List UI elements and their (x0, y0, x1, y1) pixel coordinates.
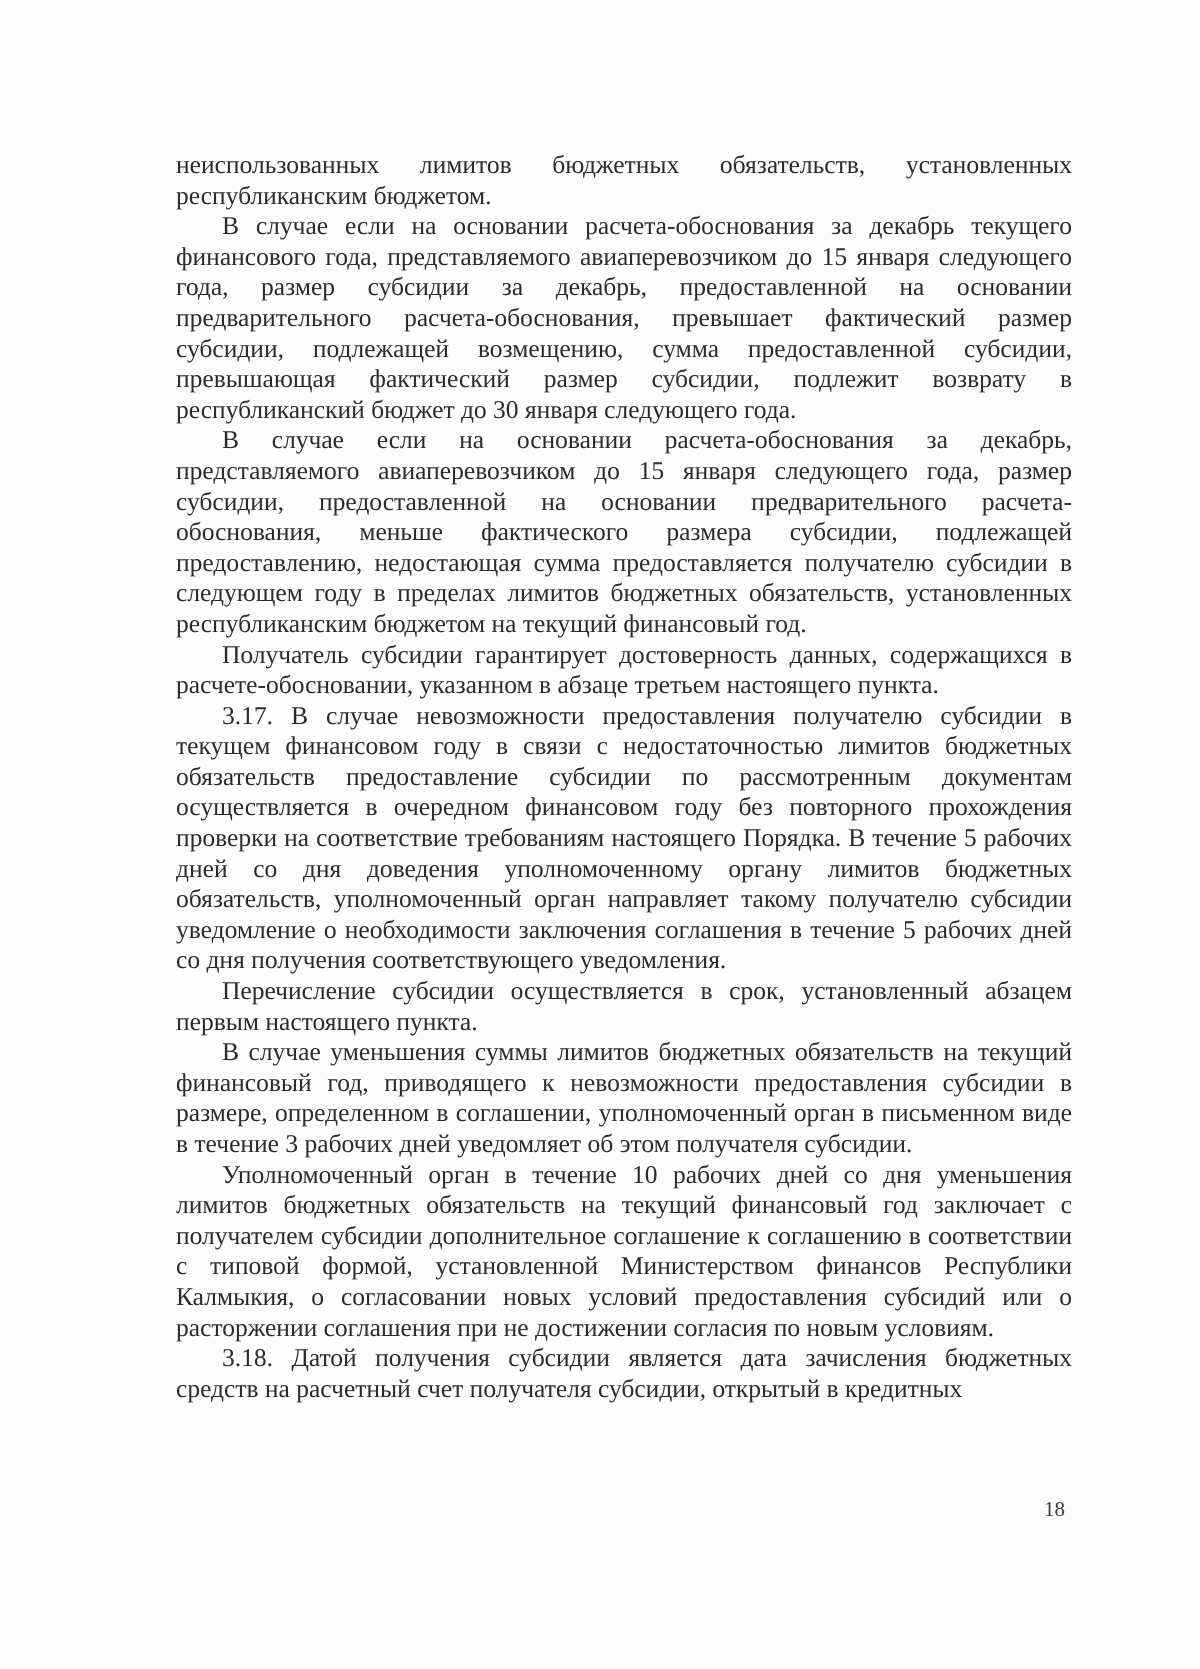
paragraph-1: неиспользованных лимитов бюджетных обязательств, установленных республиканским бюджетом. (176, 150, 1072, 210)
paragraph-3-17: 3.17. В случае невозможности предоставления получателю субсидии в текущем финансовом году в связи с недостаточностью лимитов бюджетных обязательств предоставление субсидии по рассмотренным документам осуществляется в очередном финансовом году без повторного прохождения проверки на соответствие требованиям настоящего Порядка. В течение 5 рабочих дней со дня доведения уполномоченному органу лимитов бюджетных обязательств, уполномоченный орган направляет такому получателю субсидии уведомление о необходимости заключения соглашения в течение 5 рабочих дней со дня получения соответствующего уведомления. (176, 700, 1072, 975)
paragraph-7: В случае уменьшения суммы лимитов бюджетных обязательств на текущий финансовый год, приводящего к невозможности предоставления субсидии в размере, определенном в соглашении, уполномоченный орган в письменном виде в течение 3 рабочих дней уведомляет об этом получателя субсидии. (176, 1037, 1072, 1158)
paragraph-3: В случае если на основании расчета-обоснования за декабрь, представляемого авиаперевозчиком до 15 января следующего года, размер субсидии, предоставленной на основании предварительного расчета-обоснования, меньше фактического размера субсидии, подлежащей предоставлению, недостающая сумма предоставляется получателю субсидии в следующем году в пределах лимитов бюджетных обязательств, установленных республиканским бюджетом на текущий финансовый год. (176, 425, 1072, 638)
paragraph-2: В случае если на основании расчета-обоснования за декабрь текущего финансового года, представляемого авиаперевозчиком до 15 января следующего года, размер субсидии за декабрь, предоставленной на основании предварительного расчета-обоснования, превышает фактический размер субсидии, подлежащей возмещению, сумма предоставленной субсидии, превышающая фактический размер субсидии, подлежит возврату в республиканский бюджет до 30 января следующего года. (176, 211, 1072, 424)
paragraph-6: Перечисление субсидии осуществляется в срок, установленный абзацем первым настоящего пункта. (176, 976, 1072, 1036)
paragraph-4: Получатель субсидии гарантирует достоверность данных, содержащихся в расчете-обосновании, указанном в абзаце третьем настоящего пункта. (176, 639, 1072, 700)
paragraph-3-18: 3.18. Датой получения субсидии является дата зачисления бюджетных средств на расчетный счет получателя субсидии, открытый в кредитных (176, 1343, 1072, 1403)
page-number: 18 (1044, 1497, 1065, 1521)
paragraph-8: Уполномоченный орган в течение 10 рабочих дней со дня уменьшения лимитов бюджетных обязательств на текущий финансовый год заключает с получателем субсидии дополнительное соглашение к соглашению в соответствии с типовой формой, установленной Министерством финансов Республики Калмыкия, о согласовании новых условий предоставления субсидий или о расторжении соглашения при не достижении согласия по новым условиям. (176, 1159, 1072, 1342)
document-body (176, 150, 1072, 1404)
